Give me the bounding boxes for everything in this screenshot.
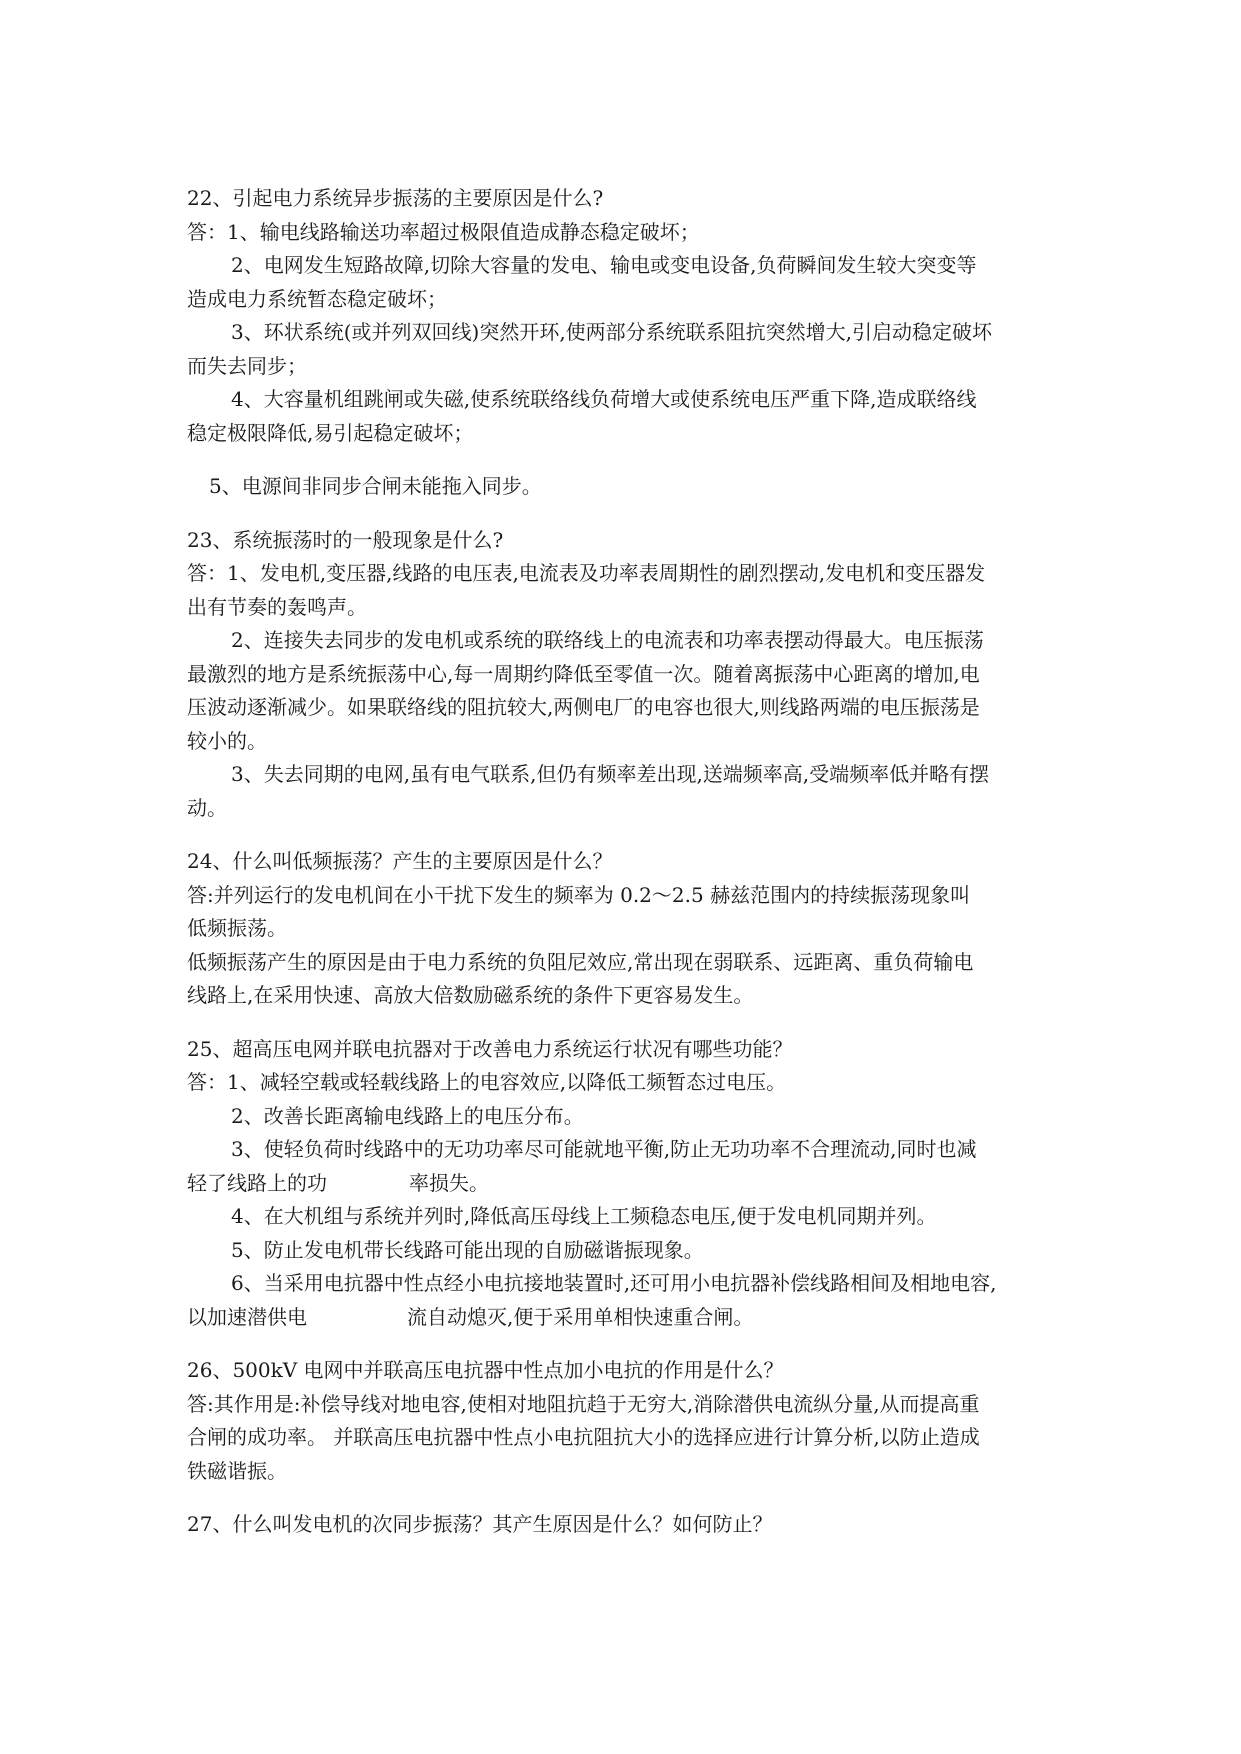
spacer (187, 1488, 1067, 1508)
answer-24-para-2-line-1: 低频振荡产生的原因是由于电力系统的负阻尼效应,常出现在弱联系、远距离、重负荷输电 (187, 949, 974, 974)
answer-22-item-2-line-1: 2、电网发生短路故障,切除大容量的发电、输电或变电设备,负荷瞬间发生较大突变等 (231, 253, 977, 277)
answer-25-item-6-line-2b: 流自动熄灭,便于采用单相快速重合闸。 (407, 1304, 754, 1329)
answer-25-item-6-line-2 (187, 1301, 1067, 1335)
question-22-title: 22、引起电力系统异步振荡的主要原因是什么? (187, 186, 604, 210)
answer-25-item-3-line-1: 3、使轻负荷时线路中的无功功率尽可能就地平衡,防止无功功率不合理流动,同时也减 (231, 1137, 977, 1161)
answer-22-item-4-line-2: 稳定极限降低,易引起稳定破坏； (187, 420, 474, 445)
question-23-title: 23、系统振荡时的一般现象是什么? (187, 527, 504, 552)
answer-25-item-5: 5、防止发电机带长线路可能出现的自励磁谐振现象。 (231, 1237, 704, 1262)
answer-26-line-3: 铁磁谐振。 (187, 1458, 287, 1483)
spacer (187, 504, 1067, 524)
document-page (187, 182, 1067, 1542)
answer-23-item-2-line-4: 较小的。 (187, 728, 267, 753)
question-25-title: 25、超高压电网并联电抗器对于改善电力系统运行状况有哪些功能？ (187, 1036, 793, 1061)
answer-23-item-2-line-3: 压波动逐渐减少。如果联络线的阻抗较大,两侧电厂的电容也很大,则线路两端的电压振荡是 (187, 695, 980, 719)
answer-25-item-6-line-1: 6、当采用电抗器中性点经小电抗接地装置时,还可用小电抗器补偿线路相间及相地电容, (231, 1271, 997, 1295)
answer-23-item-1-line-1: 答：1、发电机,变压器,线路的电压表,电流表及功率表周期性的剧烈摆动,发电机和变压器发 (187, 561, 986, 585)
answer-23-item-1-line-2: 出有节奏的轰鸣声。 (187, 594, 367, 619)
answer-25-item-3-line-2 (187, 1167, 1067, 1201)
answer-25-item-4: 4、在大机组与系统并列时,降低高压母线上工频稳态电压,便于发电机同期并列。 (231, 1204, 937, 1228)
question-27-title: 27、什么叫发电机的次同步振荡？其产生原因是什么？如何防止？ (187, 1512, 773, 1536)
answer-25-item-6-line-2a: 以加速潜供电 (187, 1304, 307, 1329)
answer-22-item-5: 5、电源间非同步合闸未能拖入同步。 (209, 474, 542, 498)
spacer (187, 450, 1067, 470)
spacer (187, 1334, 1067, 1354)
spacer (187, 1013, 1067, 1033)
answer-22-item-2-line-2: 造成电力系统暂态稳定破坏； (187, 286, 447, 311)
answer-26-line-2: 合闸的成功率。 并联高压电抗器中性点小电抗阻抗大小的选择应进行计算分析,以防止造成 (187, 1425, 980, 1449)
spacer (187, 825, 1067, 845)
answer-23-item-3-line-1: 3、失去同期的电网,虽有电气联系,但仍有频率差出现,送端频率高,受端频率低并略有摆 (231, 762, 990, 786)
answer-26-line-1: 答:其作用是:补偿导线对地电容,使相对地阻抗趋于无穷大,消除潜供电流纵分量,从而提高重 (187, 1391, 980, 1416)
answer-22-item-3-line-1: 3、环状系统(或并列双回线)突然开环,使两部分系统联系阻抗突然增大,引启动稳定破坏 (231, 320, 993, 344)
answer-22-item-3-line-2: 而失去同步； (187, 353, 307, 378)
answer-24-para-1-line-1: 答:并列运行的发电机间在小干扰下发生的频率为 0.2～2.5 赫兹范围内的持续振荡现象叫 (187, 882, 971, 907)
answer-25-item-3-line-2b: 率损失。 (409, 1170, 489, 1195)
question-26-title: 26、500kV 电网中并联高压电抗器中性点加小电抗的作用是什么？ (187, 1358, 784, 1382)
answer-23-item-2-line-2: 最激烈的地方是系统振荡中心,每一周期约降低至零值一次。随着离振荡中心距离的增加,电 (187, 661, 980, 686)
answer-23-item-3-line-2: 动。 (187, 795, 227, 820)
answer-24-para-1-line-2: 低频振荡。 (187, 916, 287, 940)
answer-25-item-1: 答：1、减轻空载或轻载线路上的电容效应,以降低工频暂态过电压。 (187, 1070, 787, 1094)
answer-22-item-4-line-1: 4、大容量机组跳闸或失磁,使系统联络线负荷增大或使系统电压严重下降,造成联络线 (231, 387, 977, 411)
answer-25-item-2: 2、改善长距离输电线路上的电压分布。 (231, 1103, 584, 1128)
answer-23-item-2-line-1: 2、连接失去同步的发电机或系统的联络线上的电流表和功率表摆动得最大。电压振荡 (231, 628, 984, 652)
answer-25-item-3-line-2a: 轻了线路上的功 (187, 1170, 327, 1195)
question-24-title: 24、什么叫低频振荡？产生的主要原因是什么？ (187, 849, 613, 873)
answer-24-para-2-line-2: 线路上,在采用快速、高放大倍数励磁系统的条件下更容易发生。 (187, 983, 754, 1007)
answer-22-item-1: 答：1、输电线路输送功率超过极限值造成静态稳定破坏； (187, 219, 700, 244)
